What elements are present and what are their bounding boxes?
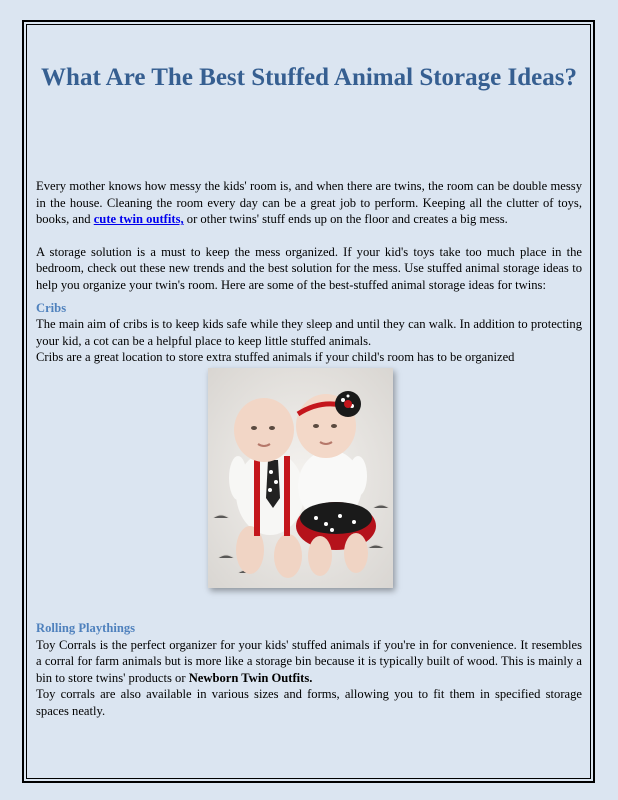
rolling-paragraph-2: Toy corrals are also available in various sizes and forms, allowing you to fit them in specified storage spaces neatly. bbox=[36, 687, 582, 718]
intro-text-end: or other twins' stuff ends up on the floor and creates a big mess. bbox=[183, 212, 508, 227]
intro-text-start: Every mother knows how messy the kids' room is, and when there are twins, the room can be double messy in the house. Cleaning the room every day can be a great job to perform. Keeping all the clutter of toys, books, and bbox=[36, 179, 582, 227]
intro-paragraph-1 bbox=[36, 178, 582, 228]
section-heading-cribs: Cribs bbox=[36, 300, 67, 315]
article-body bbox=[36, 178, 582, 366]
rolling-text-start: Toy Corrals is the perfect organizer for your kids' stuffed animals if you're in for convenience. It resembles a corral for farm animals but is more like a storage bin because it is typically built of wood. This is mainly a bin to store twins' products or bbox=[36, 637, 582, 685]
newborn-twin-outfits-text: Newborn Twin Outfits. bbox=[188, 670, 313, 685]
rolling-section bbox=[36, 620, 582, 720]
cribs-paragraph-2: Cribs are a great location to store extra stuffed animals if your child's room has to be organized bbox=[36, 350, 515, 365]
intro-paragraph-2: A storage solution is a must to keep the mess organized. If your kid's toys take too much place in the bedroom, check out these new trends and the best solution for the mess. Use stuffed animal storage ideas to help you organize your twin's room. Here are some of the best-stuffed animal storage ideas for twins: bbox=[36, 244, 582, 292]
cute-twin-outfits-link[interactable]: cute twin outfits, bbox=[93, 212, 184, 227]
cribs-paragraph-1: The main aim of cribs is to keep kids safe while they sleep and until they can walk. In addition to protecting your kid, a cot can be a helpful place to keep little stuffed animals. bbox=[36, 317, 582, 348]
rolling-paragraph-1 bbox=[36, 637, 582, 687]
twin-babies-photo bbox=[208, 368, 393, 588]
section-heading-rolling-playthings: Rolling Playthings bbox=[36, 621, 136, 635]
page-title: What Are The Best Stuffed Animal Storage Ideas? bbox=[41, 64, 577, 91]
